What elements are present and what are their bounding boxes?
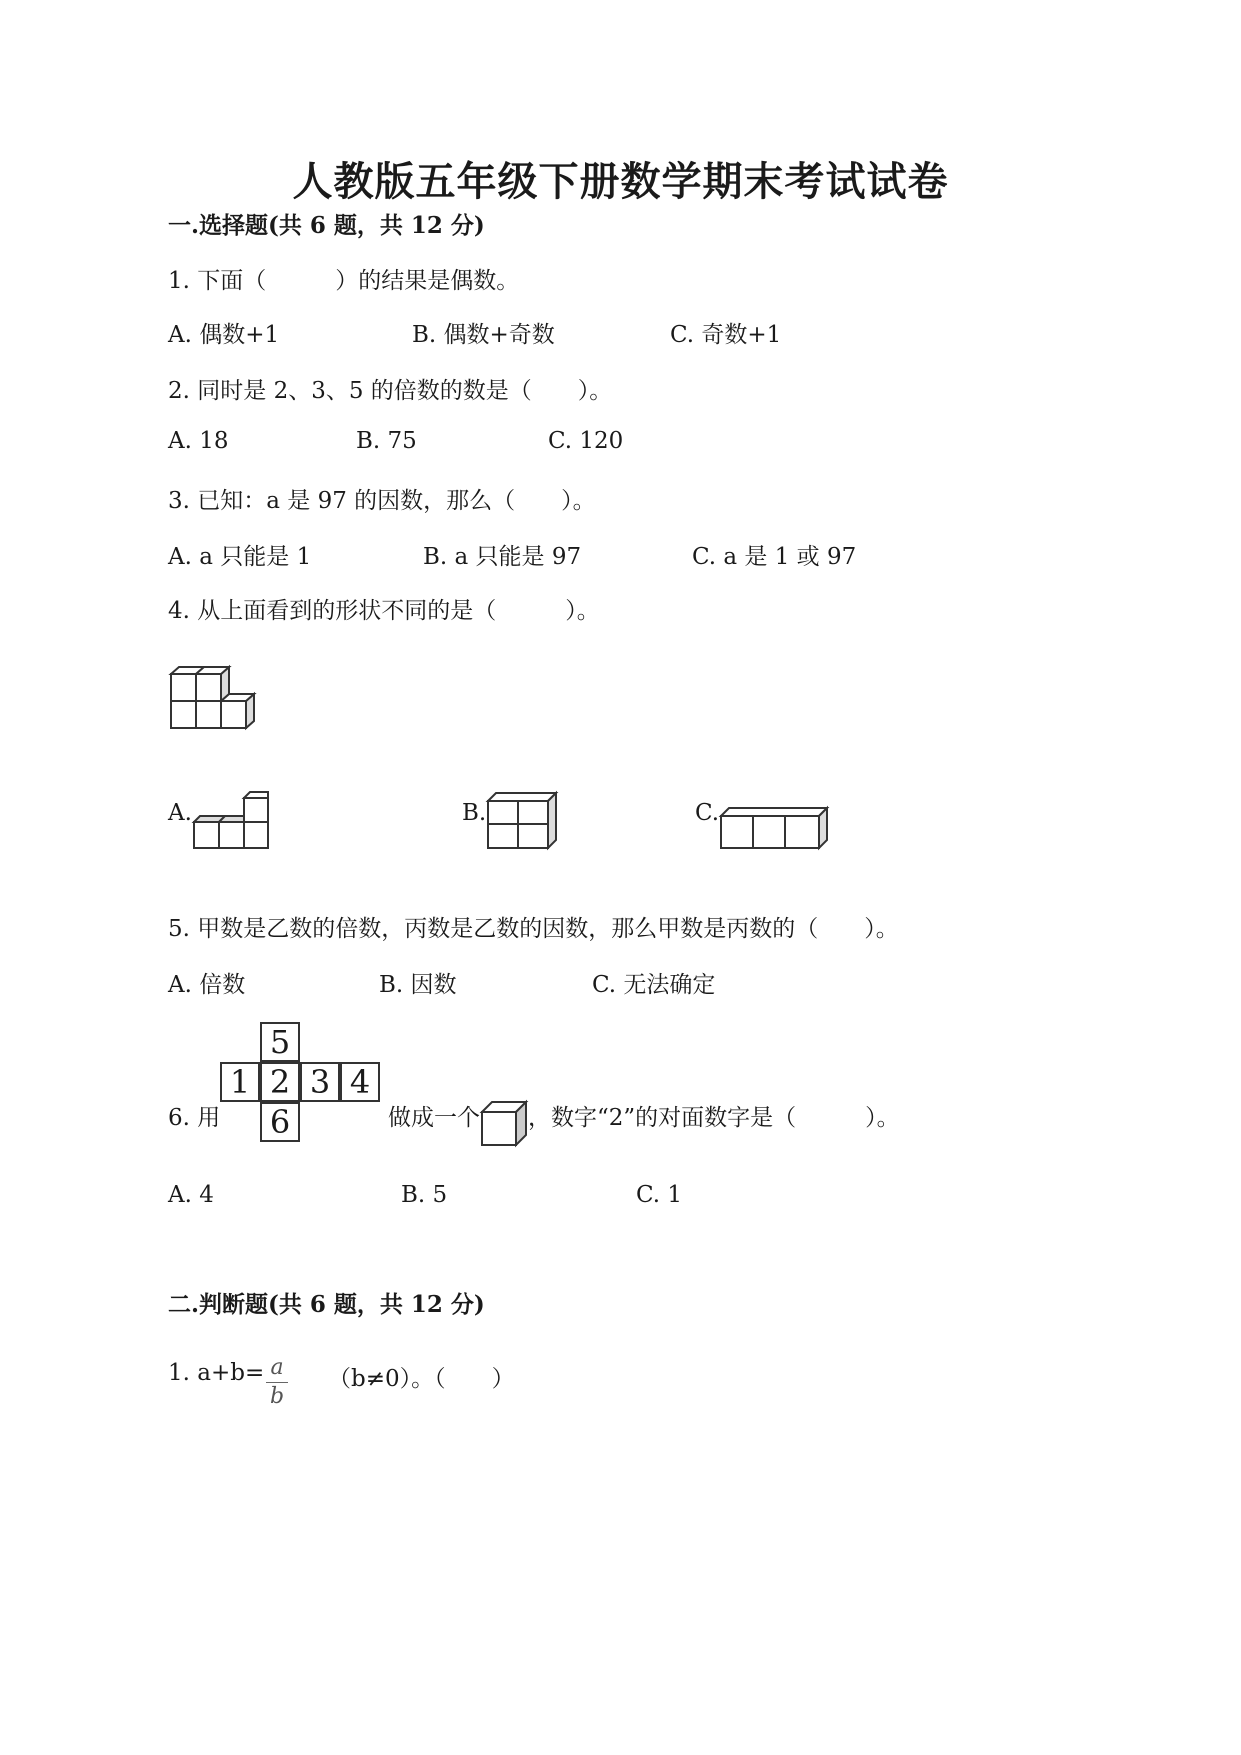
page-title: 人教版五年级下册数学期末考试试卷 <box>292 158 949 205</box>
question-4-option-b[interactable]: B. <box>462 800 487 826</box>
question-6-option-a[interactable]: A. 4 <box>168 1182 214 1208</box>
question-2-option-a[interactable]: A. 18 <box>168 428 229 454</box>
question-4-option-c[interactable]: C. <box>695 800 720 826</box>
net-cell-2: 2 <box>260 1062 300 1102</box>
question-1-option-a[interactable]: A. 偶数+1 <box>168 322 280 348</box>
net-cell-1: 1 <box>220 1062 260 1102</box>
question-4-option-c-cubes-figure <box>719 806 831 852</box>
question-4-option-a-cubes-figure <box>192 790 272 852</box>
judge-1-fraction <box>264 1354 290 1411</box>
question-3-stem: 3. 已知：a 是 97 的因数，那么（ ）。 <box>168 488 596 514</box>
question-6-option-b[interactable]: B. 5 <box>401 1182 448 1208</box>
net-cell-top: 5 <box>260 1022 300 1062</box>
fraction-numerator: a <box>270 1355 284 1380</box>
question-3-option-c[interactable]: C. a 是 1 或 97 <box>692 544 857 570</box>
question-5-option-a[interactable]: A. 倍数 <box>168 972 246 998</box>
section-heading-judge: 二.判断题(共 6 题，共 12 分) <box>168 1291 485 1318</box>
question-5-option-b[interactable]: B. 因数 <box>379 972 457 998</box>
question-1-stem: 1. 下面（ ）的结果是偶数。 <box>168 268 520 294</box>
section-heading-choice: 一.选择题(共 6 题，共 12 分) <box>168 212 485 239</box>
question-5-option-c[interactable]: C. 无法确定 <box>592 972 716 998</box>
question-6-stem-middle: 做成一个 <box>388 1105 480 1131</box>
question-6-stem-suffix: ，数字“2”的对面数字是（ ）。 <box>528 1105 900 1131</box>
question-4-stem: 4. 从上面看到的形状不同的是（ ）。 <box>168 598 600 624</box>
question-3-option-b[interactable]: B. a 只能是 97 <box>423 544 582 570</box>
net-cell-3: 3 <box>300 1062 340 1102</box>
question-5-stem: 5. 甲数是乙数的倍数，丙数是乙数的因数，那么甲数是丙数的（ ）。 <box>168 916 899 942</box>
net-cell-4: 4 <box>340 1062 380 1102</box>
question-3-option-a[interactable]: A. a 只能是 1 <box>168 544 312 570</box>
question-4-reference-cubes-figure <box>168 665 260 733</box>
question-6-cube-icon <box>480 1100 528 1148</box>
judge-1-prefix: 1. a+b= <box>168 1360 265 1386</box>
question-1-option-c[interactable]: C. 奇数+1 <box>670 322 782 348</box>
question-6-cube-net <box>220 1022 382 1144</box>
question-2-option-b[interactable]: B. 75 <box>356 428 417 454</box>
net-cell-bottom: 6 <box>260 1102 300 1142</box>
question-4-option-a[interactable]: A. <box>168 800 192 826</box>
question-2-stem: 2. 同时是 2、3、5 的倍数的数是（ ）。 <box>168 378 613 404</box>
fraction-denominator: b <box>269 1384 285 1409</box>
judge-1-suffix: （b≠0）。（ ） <box>328 1366 515 1392</box>
question-6-option-c[interactable]: C. 1 <box>636 1182 683 1208</box>
question-2-option-c[interactable]: C. 120 <box>548 428 624 454</box>
question-1-option-b[interactable]: B. 偶数+奇数 <box>412 322 555 348</box>
question-6-stem-prefix: 6. 用 <box>168 1105 221 1131</box>
question-4-option-b-cubes-figure <box>486 790 562 852</box>
